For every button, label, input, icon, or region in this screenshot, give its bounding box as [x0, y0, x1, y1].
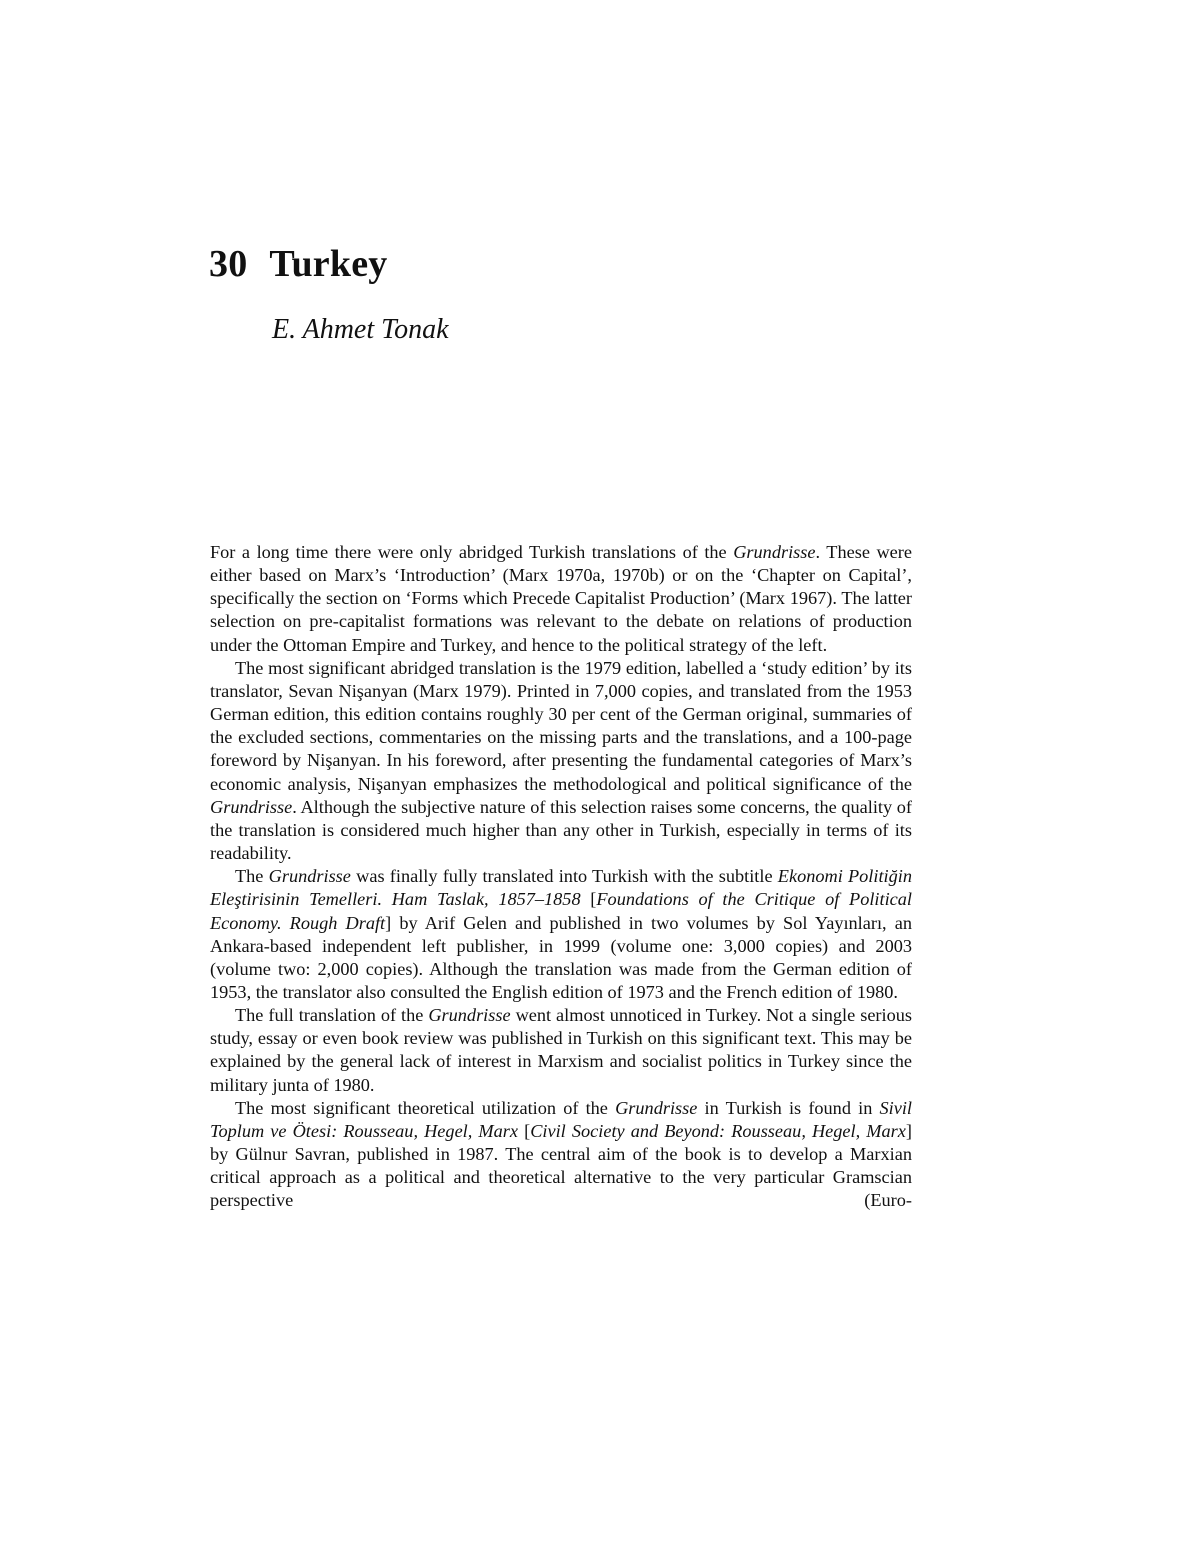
- italic-text-run: Grundrisse: [428, 1005, 511, 1026]
- text-run: . These were either based on Marx’s ‘Introduction’ (Marx 1970a, 1970b) or on the ‘Chapter on Capital’, specifically the section on ‘Forms which Precede Capitalist Production’ (Marx 1967). The latter selection on pre-capitalist formations was relevant to the debate on relations of production under the Ottoman Empire and Turkey, and hence to the political strategy of the left.: [210, 542, 912, 655]
- chapter-author: E. Ahmet Tonak: [272, 314, 449, 345]
- paragraph: [210, 1004, 912, 1097]
- text-run: went almost unnoticed in Turkey. Not a single serious study, essay or even book review was published in Turkish on this significant text. This may be explained by the general lack of interest in Marxism and socialist politics in Turkey since the military junta of 1980.: [210, 1005, 912, 1095]
- text-run: The: [235, 866, 269, 887]
- chapter-number: 30: [209, 243, 248, 285]
- italic-text-run: Grundrisse: [733, 542, 816, 562]
- text-run: ] by Arif Gelen and published in two volumes by Sol Yayınları, an Ankara-based independent left publisher, in 1999 (volume one: 3,000 copies) and 2003 (volume two: 2,000 copies). Although the translation was made from the German edition of 1953, the translator also consulted the English edition of 1973 and the French edition of 1980.: [210, 912, 912, 1002]
- text-run: For a long time there were only abridged Turkish translations of the: [210, 542, 734, 562]
- body-text: [210, 541, 912, 1213]
- text-run: [: [580, 889, 597, 910]
- italic-text-run: Foundations of the Critique of Political Economy. Rough Draft: [210, 889, 912, 933]
- italic-text-run: Sivil Toplum ve Ötesi: Rousseau, Hegel, Marx: [210, 1097, 913, 1141]
- paragraph: [210, 657, 912, 865]
- paragraph: [210, 1097, 912, 1213]
- text-run: ] by Gülnur Savran, published in 1987. The central aim of the book is to develop a Marxian critical approach as a political and theoretical alternative to the very particular Gramscian perspective (Euro-: [210, 1120, 912, 1211]
- italic-text-run: Civil Society and Beyond: Rousseau, Hegel, Marx: [530, 1120, 906, 1141]
- text-run: The most significant abridged translation is the 1979 edition, labelled a ‘study edition’ by its translator, Sevan Nişanyan (Marx 1979). Printed in 7,000 copies, and translated from the 1953 German edition, this edition contains roughly 30 per cent of the German original, summaries of the excluded sections, commentaries on the missing parts and the translations, and a 100-page foreword by Nişanyan. In his foreword, after presenting the fundamental categories of Marx’s economic analysis, Nişanyan emphasizes the methodological and political significance of the: [210, 657, 912, 794]
- italic-text-run: Ekonomi Politiğin Eleştirisinin Temelleri. Ham Taslak, 1857–1858: [210, 866, 912, 910]
- chapter-title: Turkey: [269, 243, 388, 285]
- paragraph: [210, 541, 912, 657]
- paragraph: [210, 865, 912, 1004]
- italic-text-run: Grundrisse: [268, 866, 351, 887]
- text-run: The full translation of the: [235, 1005, 429, 1026]
- italic-text-run: Grundrisse: [615, 1097, 698, 1118]
- text-run: The most significant theoretical utilization of the: [235, 1097, 616, 1118]
- text-run: [: [518, 1120, 531, 1141]
- text-run: . Although the subjective nature of this selection raises some concerns, the quality of the translation is considered much higher than any other in Turkish, especially in terms of its readability.: [210, 796, 912, 864]
- text-run: in Turkish is found in: [697, 1097, 880, 1118]
- italic-text-run: Grundrisse: [210, 796, 293, 817]
- chapter-heading: [209, 238, 387, 290]
- text-run: was finally fully translated into Turkish with the subtitle: [350, 866, 778, 887]
